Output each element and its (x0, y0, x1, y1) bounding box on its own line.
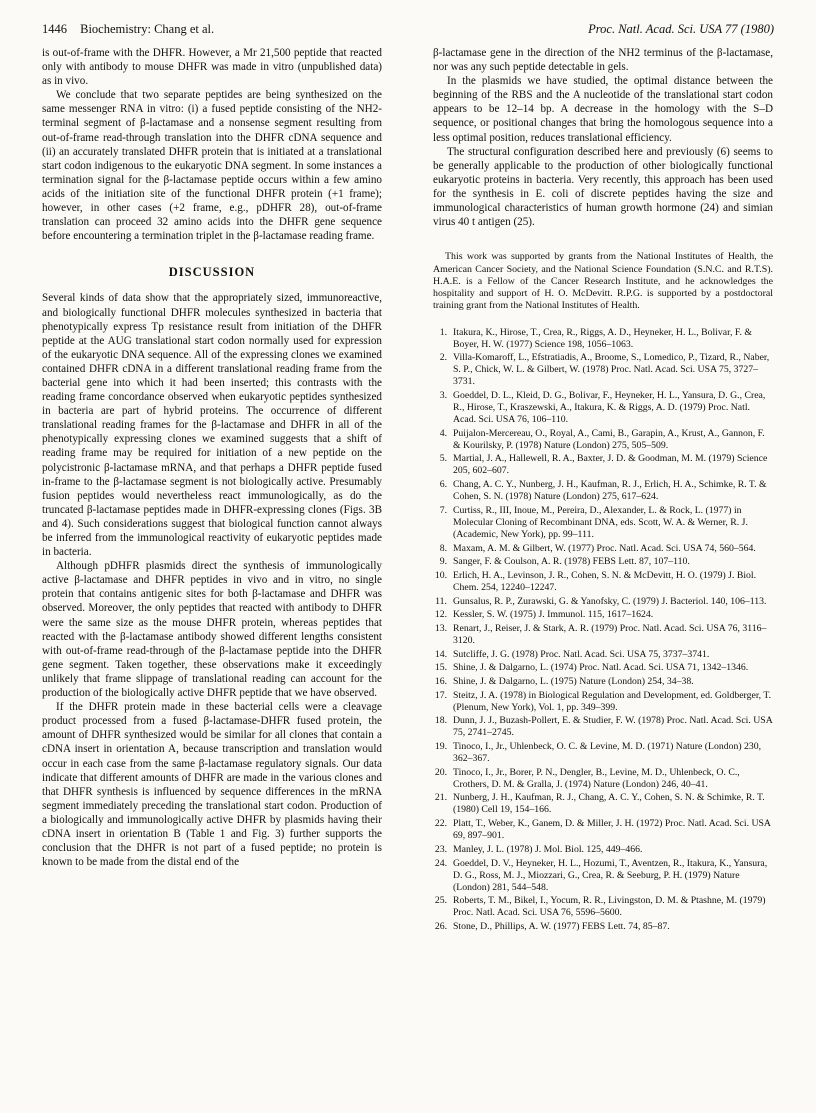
running-title: Biochemistry: Chang et al. (80, 22, 215, 36)
reference-number: 2. (439, 352, 447, 364)
section-heading: DISCUSSION (168, 265, 256, 280)
reference-item (433, 895, 773, 919)
reference-number: 9. (439, 556, 447, 568)
discussion-paragraph: If the DHFR protein made in these bacterial cells were a cleavage product processed from a fused β-lactamase-DHFR fused protein, the amount of DHFR synthesized would be similar for all clones that contain a cDNA insert in orientation A, because transcription and translation would occur in each case from the same β-lactamase regulatory signals. Our data indicate that different amounts of DHFR are made in the various clones and that DHFR synthesis is influenced by sequence differences in the mRNA segment immediately preceding the translational start codon. Production of a biologically and immunologically active DHFR by plasmids having their cDNA insert in orientation B (Table 1 and Fig. 3) further supports the conclusion that the DHFR is not part of a fused peptide; no protein is known to be made from the distal end of the (42, 701, 382, 869)
reference-text: Nunberg, J. H., Kaufman, R. J., Chang, A. C. Y., Cohen, S. N. & Schimke, R. T. (1980) Cell 19, 154–166. (453, 792, 765, 816)
reference-item (433, 556, 773, 568)
reference-text: Gunsalus, R. P., Zurawski, G. & Yanofsky, C. (1979) J. Bacteriol. 140, 106–113. (453, 595, 767, 607)
reference-item (433, 327, 773, 351)
reference-text: Chang, A. C. Y., Nunberg, J. H., Kaufman, R. J., Erlich, H. A., Schimke, R. T. & Cohen, S. N. (1978) Nature (London) 275, 617–624. (453, 479, 767, 503)
reference-item (433, 844, 773, 856)
reference-number: 11. (435, 595, 447, 607)
reference-text: Sanger, F. & Coulson, A. R. (1978) FEBS Lett. 87, 107–110. (453, 556, 690, 568)
reference-item (433, 570, 773, 594)
reference-text: Puijalon-Mercereau, O., Royal, A., Cami, B., Garapin, A., Krust, A., Gannon, F. & Kourilsky, P. (1978) Nature (London) 275, 505–509. (453, 427, 765, 451)
reference-item (433, 767, 773, 791)
reference-text: Sutcliffe, J. G. (1978) Proc. Natl. Acad. Sci. USA 75, 3737–3741. (453, 648, 710, 660)
body-paragraph: β-lactamase gene in the direction of the NH2 terminus of the β-lactamase, nor was any such peptide detectable in gels. (433, 47, 773, 74)
reference-item (433, 662, 773, 674)
reference-text: Manley, J. L. (1978) J. Mol. Biol. 125, 449–466. (453, 843, 643, 855)
reference-item (433, 543, 773, 555)
reference-item (433, 649, 773, 661)
reference-item (433, 428, 773, 452)
reference-number: 25. (434, 895, 447, 907)
reference-item (433, 623, 773, 647)
reference-item (433, 505, 773, 541)
page-number: 1446 (42, 22, 67, 36)
reference-text: Curtiss, R., III, Inoue, M., Pereira, D., Alexander, L. & Rock, L. (1977) in Molecular Cloning of Recombinant DNA, eds. Scott, W. A. & Werner, R. J. (Academic, New York), pp. 99–111. (453, 504, 748, 540)
reference-number: 17. (434, 689, 447, 701)
reference-text: Maxam, A. M. & Gilbert, W. (1977) Proc. Natl. Acad. Sci. USA 74, 560–564. (453, 542, 756, 554)
reference-item (433, 609, 773, 621)
reference-number: 10. (434, 569, 447, 581)
reference-number: 21. (434, 792, 447, 804)
reference-item (433, 741, 773, 765)
reference-number: 19. (434, 741, 447, 753)
reference-text: Goeddel, D. L., Kleid, D. G., Bolivar, F., Heyneker, H. L., Yansura, D. G., Crea, R., Hirose, T., Kraszewski, A., Itakura, K. & Riggs, A. D. (1979) Proc. Natl. Acad. Sci. USA 76, 106–110. (453, 390, 766, 426)
acknowledgment: This work was supported by grants from the National Institutes of Health, the American Cancer Society, and the National Science Foundation (S.N.C. and R.T.S). H.A.E. is a Fellow of the Cancer Research Institute, and he acknowledges the hospitality and support of H. O. McDevitt. R.P.G. is supported by a postdoctoral training grant from the National Institutes of Health. (433, 251, 773, 312)
reference-text: Tinoco, I., Jr., Borer, P. N., Dengler, B., Levine, M. D., Uhlenbeck, O. C., Crothers, D. M. & Gralla, J. (1974) Nature (London) 246, 40–41. (453, 766, 740, 790)
reference-text: Shine, J. & Dalgarno, L. (1975) Nature (London) 254, 34–38. (453, 676, 694, 688)
reference-text: Renart, J., Reiser, J. & Stark, A. R. (1979) Proc. Natl. Acad. Sci. USA 76, 3116–3120. (453, 622, 767, 646)
body-paragraph: In the plasmids we have studied, the optimal distance between the beginning of the RBS and the A nucleotide of the translational start codon appears to be 12–14 bp. A decrease in the homology with the S–D sequence, or positional changes that bring the homologous sequence into a less optimal position, reduces translational efficiency. (433, 75, 773, 144)
reference-item (433, 352, 773, 388)
reference-item (433, 676, 773, 688)
reference-item (433, 818, 773, 842)
discussion-paragraph: Several kinds of data show that the appropriately sized, immunoreactive, and biologically functional DHFR molecules synthesized in bacteria that phenotypically express Tp resistance result from initiation of the DHFR peptide at the AUG translational start codon normally used for expression of the eukaryotic DNA sequence. All of the expressing clones we examined contained DHFR cDNA in a different translational reading frame from the bacterial gene into which it had been inserted; this contrasts with the reading frame concordance observed when eukaryotic peptides synthesized in bacteria are part of hybrid proteins. The occurrence of different translational reading frames for the β-lactamase and DHFR in all of the phenotypically expressing clones we examined suggests that a shift of reading frame may be required for initiation of a new peptide on the polycistronic β-lactamase mRNA, and that perhaps a DHFR peptide fused in-frame to the β-lactamase segment is not biologically active. Presumably fusion peptides would nevertheless react immunologically, as do the truncated β-lactamase peptides made in DHFR-expressing clones (Figs. 3B and 4). Such considerations suggest that biological function cannot always be inferred from the immunological reactivity of eukaryotic peptides made in bacteria. (42, 292, 382, 559)
body-paragraph: The structural configuration described here and previously (6) seems to be generally applicable to the production of other biologically functional eukaryotic proteins in bacteria. Very recently, this approach has been used for the synthesis in E. coli of discrete peptides having the size and immunological characteristics of human growth hormone (24) and simian virus 40 t antigen (25). (433, 145, 773, 229)
reference-number: 6. (439, 479, 447, 491)
reference-text: Erlich, H. A., Levinson, J. R., Cohen, S. N. & McDevitt, H. O. (1979) J. Biol. Chem. 254, 12240–12247. (453, 569, 757, 593)
reference-text: Goeddel, D. V., Heyneker, H. L., Hozumi, T., Aventzen, R., Itakura, K., Yansura, D. G., Ross, M. J., Miozzari, G., Crea, R. & Seeburg, P. H. (1979) Nature (London) 281, 544–548. (453, 857, 768, 893)
reference-item (433, 921, 773, 933)
left-column (42, 46, 382, 869)
body-paragraph: is out-of-frame with the DHFR. However, a Mr 21,500 peptide that reacted only with antibody to mouse DHFR was made in vitro (unpublished data) as in vivo. (42, 47, 382, 88)
reference-number: 18. (434, 715, 447, 727)
reference-number: 1. (439, 326, 447, 338)
journal-citation: Proc. Natl. Acad. Sci. USA 77 (1980) (588, 22, 774, 36)
reference-number: 26. (434, 920, 447, 932)
reference-text: Shine, J. & Dalgarno, L. (1974) Proc. Natl. Acad. Sci. USA 71, 1342–1346. (453, 662, 749, 674)
reference-text: Steitz, J. A. (1978) in Biological Regulation and Development, ed. Goldberger, T. (Plenum, New York), Vol. 1, pp. 349–399. (453, 689, 772, 713)
reference-number: 12. (434, 609, 447, 621)
reference-item (433, 479, 773, 503)
page-header (42, 22, 774, 40)
reference-number: 22. (434, 818, 447, 830)
reference-text: Dunn, J. J., Buzash-Pollert, E. & Studier, F. W. (1978) Proc. Natl. Acad. Sci. USA 75, 2741–2745. (453, 715, 773, 739)
reference-number: 13. (434, 622, 447, 634)
reference-number: 4. (439, 427, 447, 439)
reference-item (433, 596, 773, 608)
reference-number: 7. (439, 504, 447, 516)
reference-number: 15. (434, 662, 447, 674)
reference-number: 24. (434, 857, 447, 869)
reference-text: Villa-Komaroff, L., Efstratiadis, A., Broome, S., Lomedico, P., Tizard, R., Naber, S. P., Chick, W. L. & Gilbert, W. (1978) Proc. Natl. Acad. Sci. USA 75, 3727–3731. (453, 352, 770, 388)
reference-item (433, 792, 773, 816)
reference-item (433, 715, 773, 739)
reference-number: 23. (434, 843, 447, 855)
body-paragraph: We conclude that two separate peptides are being synthesized on the same messenger RNA in vitro: (i) a fused peptide consisting of the NH2-terminal segment of β-lactamase and a nonsense segment resulting from out-of-frame read-through translation into the DHFR cDNA sequence and (ii) an accurately translated DHFR protein that is initiated at a translational start codon indigenous to the eukaryotic DNA segment. In some instances a termination signal for the β-lactamase peptide occurs within a few amino acids of the initiation site of the functional DHFR protein (+1 frame); however, in other cases (+2 frame, e.g., pDHFR 28), out-of-frame translation can proceed 32 amino acids into the DHFR gene sequence before encountering a termination triplet in the β-lactamase reading frame. (42, 89, 382, 243)
reference-item (433, 453, 773, 477)
reference-text: Roberts, T. M., Bikel, I., Yocum, R. R., Livingston, D. M. & Ptashne, M. (1979) Proc. Natl. Acad. Sci. USA 76, 5596–5600. (453, 895, 766, 919)
reference-number: 14. (434, 648, 447, 660)
reference-item (433, 858, 773, 894)
reference-list (433, 327, 773, 933)
reference-number: 20. (434, 766, 447, 778)
reference-item (433, 690, 773, 714)
reference-text: Stone, D., Phillips, A. W. (1977) FEBS Lett. 74, 85–87. (453, 920, 670, 932)
reference-text: Tinoco, I., Jr., Uhlenbeck, O. C. & Levine, M. D. (1971) Nature (London) 230, 362–367. (453, 741, 762, 765)
discussion-paragraph: Although pDHFR plasmids direct the synthesis of immunologically active β-lactamase and DHFR peptides in vivo and in vitro, no single protein that contains antigenic sites for both β-lactamase and DHFR was observed. Moreover, the only peptides that reacted with antibody to DHFR were the same size as the mouse DHFR protein, whereas peptides that reacted with the β-lactamase antibody showed different lengths consistent with out-of-frame read-through of the β-lactamase peptide into the DHFR gene segment. Taken together, these observations make it exceedingly unlikely that frame slippage of translational reading can account for the production of the biologically active DHFR peptide that we have observed. (42, 560, 382, 700)
reference-text: Kessler, S. W. (1975) J. Immunol. 115, 1617–1624. (453, 609, 654, 621)
reference-text: Martial, J. A., Hallewell, R. A., Baxter, J. D. & Goodman, M. M. (1979) Science 205, 602–607. (453, 453, 768, 477)
reference-number: 8. (439, 542, 447, 554)
reference-number: 16. (434, 676, 447, 688)
reference-number: 5. (439, 453, 447, 465)
reference-text: Platt, T., Weber, K., Ganem, D. & Miller, J. H. (1972) Proc. Natl. Acad. Sci. USA 69, 897–901. (453, 818, 771, 842)
header-left (42, 22, 214, 37)
right-column (433, 46, 773, 935)
reference-number: 3. (439, 390, 447, 402)
reference-item (433, 390, 773, 426)
reference-text: Itakura, K., Hirose, T., Crea, R., Riggs, A. D., Heyneker, H. L., Bolivar, F. & Boyer, H. W. (1977) Science 198, 1056–1063. (453, 326, 752, 350)
